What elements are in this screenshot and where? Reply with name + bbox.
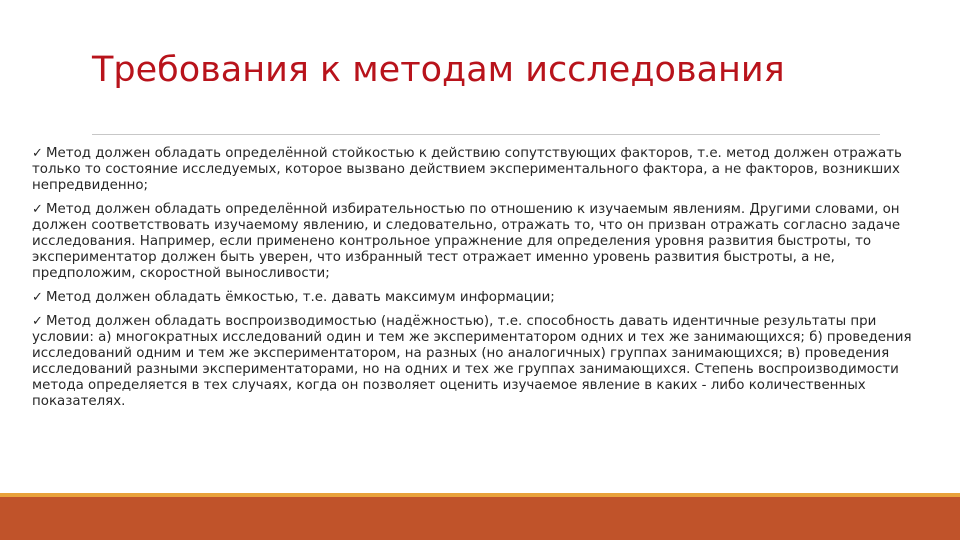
bullet-text: Метод должен обладать определённой стойкостью к действию сопутствующих факторов, т.е. метод должен отражать только то состояние исследуемых, которое вызвано действием экспериментального фактора, а не факторов, возникших непредвиденно; (32, 146, 902, 193)
check-arrow-icon: ✓ (32, 202, 43, 217)
slide-title: Требования к методам исследования (92, 50, 785, 90)
bullet-text: Метод должен обладать воспроизводимостью (надёжностью), т.е. способность давать идентичные результаты при условии: а) многократных исследований один и тем же экспериментатором одних и тех же занимающихся; б) проведения исследований одним и тем же экспериментатором, на разных (но аналогичных) группах занимающихся; в) проведения исследований разными экспериментаторами, но на одних и тех же группах занимающихся. Степень воспроизводимости метода определяется в тех случаях, когда он позволяет оценить изучаемое явление в каких - либо количественных показателях. (32, 314, 912, 409)
bullet-text: Метод должен обладать ёмкостью, т.е. давать максимум информации; (46, 290, 555, 305)
bullet-item (28, 146, 928, 194)
footer-bar (0, 497, 960, 540)
bullet-item (28, 314, 928, 410)
title-divider (92, 134, 880, 135)
check-arrow-icon: ✓ (32, 314, 43, 329)
check-arrow-icon: ✓ (32, 146, 43, 161)
check-arrow-icon: ✓ (32, 290, 43, 305)
bullet-list (28, 146, 928, 416)
bullet-item (28, 290, 928, 306)
bullet-item (28, 202, 928, 282)
bullet-text: Метод должен обладать определённой избирательностью по отношению к изучаемым явлениям. Другими словами, он должен соответствовать изучаемому явлению, и следовательно, отражать то, что он призван отражать согласно задаче исследования. Например, если применено контрольное упражнение для определения уровня развития быстроты, то экспериментатор должен быть уверен, что избранный тест отражает именно уровень развития быстроты, а не, предположим, скоростной выносливости; (32, 202, 901, 281)
